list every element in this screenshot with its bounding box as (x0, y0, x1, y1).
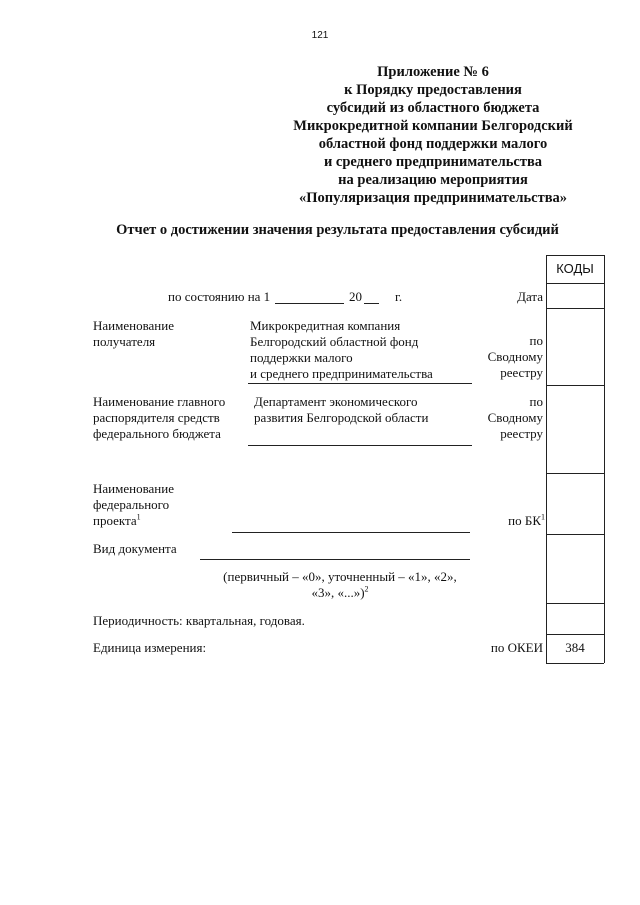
project-footnote: 1 (136, 512, 141, 522)
periodicity: Периодичность: квартальная, годовая. (93, 613, 305, 628)
appendix-line: «Популяризация предпринимательства» (298, 190, 568, 206)
manager-value: Департамент экономического развития Белгородской области (254, 394, 429, 425)
as-of-prefix: по состоянию на 1 (168, 289, 271, 304)
appendix-line: областной фонд поддержки малого (318, 136, 548, 152)
appendix-line: на реализацию мероприятия (338, 172, 528, 188)
bk-footnote: 1 (541, 512, 545, 522)
date-label: Дата (517, 289, 543, 304)
unit-label: Единица измерения: (93, 640, 207, 655)
doc-type-hint: (первичный – «0», уточненный – «1», «2», «3», «...»)$^2$ (223, 569, 457, 600)
okei-code: 384 (565, 640, 585, 655)
appendix-line: к Порядку предоставления (344, 82, 522, 98)
recipient-registry-label: по Сводному реестру (487, 333, 543, 380)
recipient-value: Микрокредитная компания Белгородский областной фонд поддержки малого и среднего предпринимательства (250, 318, 433, 381)
report-title: Отчет о достижении значения результата предоставления субсидий (116, 222, 559, 238)
bk-label: по $БК^1$ (508, 512, 545, 528)
manager-label: Наименование главного распорядителя средств федерального бюджета (93, 394, 226, 441)
year-blank (364, 303, 379, 304)
as-of-suffix: г. (395, 289, 403, 304)
doc-type-field (200, 559, 470, 560)
appendix-line: Микрокредитной компании Белгородский (293, 118, 573, 134)
project-label: Наименование федерального проекта$^1$ (93, 481, 174, 528)
recipient-label: Наименование получателя (93, 318, 174, 349)
appendix-line: Приложение № 6 (377, 64, 489, 80)
doc-type-footnote: 2 (364, 584, 369, 594)
appendix-header (273, 63, 593, 207)
manager-registry-label: по Сводному реестру (487, 394, 543, 441)
doc-type-label: Вид документа (93, 541, 177, 556)
as-of-year: 20 (349, 289, 362, 304)
page-number: 121 (311, 30, 329, 41)
codes-header: КОДЫ (556, 261, 594, 276)
appendix-line: субсидий из областного бюджета (326, 100, 540, 116)
okei-label: по ОКЕИ (490, 640, 543, 655)
day-month-blank (275, 303, 344, 304)
appendix-line: и среднего предпринимательства (323, 154, 543, 170)
